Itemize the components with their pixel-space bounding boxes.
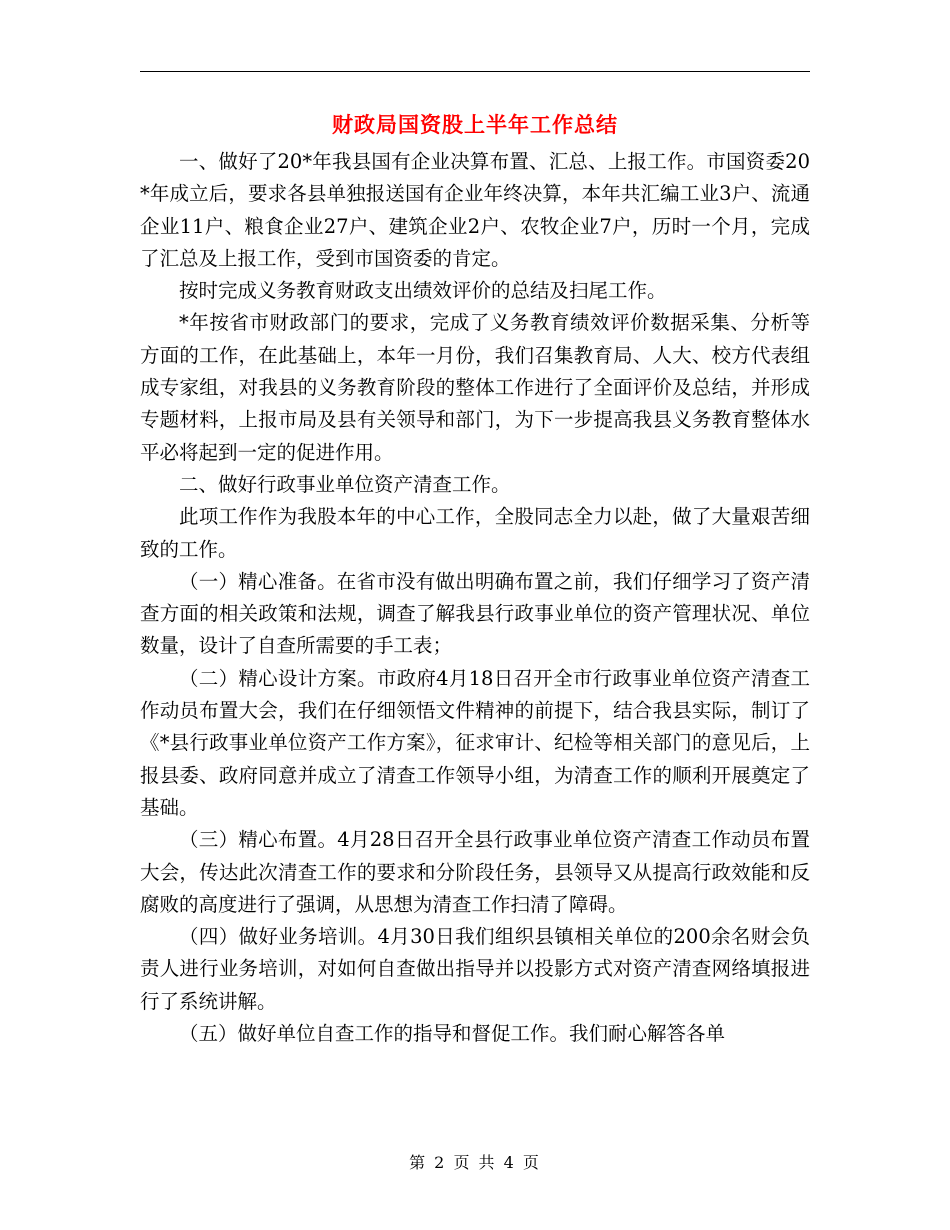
document-title: 财政局国资股上半年工作总结 — [332, 112, 618, 137]
paragraph: 此项工作作为我股本年的中心工作，全股同志全力以赴，做了大量艰苦细致的工作。 — [140, 505, 810, 561]
paragraph: （三）精心布置。4月28日召开全县行政事业单位资产清查工作动员布置大会，传达此次清查工作的要求和分阶段任务，县领导又从提高行政效能和反腐败的高度进行了强调，从思想为清查工作扫清了障碍。 — [140, 828, 810, 916]
paragraph: 二、做好行政事业单位资产清查工作。 — [179, 472, 511, 496]
page-number-footer: 第 2 页 共 4 页 — [409, 1153, 541, 1172]
paragraph: 按时完成义务教育财政支出绩效评价的总结及扫尾工作。 — [179, 279, 667, 303]
paragraph: （一）精心准备。在省市没有做出明确布置之前，我们仔细学习了资产清查方面的相关政策和法规，调查了解我县行政事业单位的资产管理状况、单位数量，设计了自查所需要的手工表； — [140, 569, 810, 658]
header-rule — [140, 71, 810, 72]
paragraph: （四）做好业务培训。4月30日我们组织县镇相关单位的200余名财会负责人进行业务培训，对如何自查做出指导并以投影方式对资产清查网络填报进行了系统讲解。 — [140, 925, 810, 1013]
paragraph: （二）精心设计方案。市政府4月18日召开全市行政事业单位资产清查工作动员布置大会，我们在仔细领悟文件精神的前提下，结合我县实际，制订了《*县行政事业单位资产工作方案》，征求审计、纪检等相关部门的意见后，上报县委、政府同意并成立了清查工作领导小组，为清查工作的顺利开展奠定了基础。 — [140, 666, 810, 819]
paragraph: 一、做好了20*年我县国有企业决算布置、汇总、上报工作。市国资委20*年成立后，要求各县单独报送国有企业年终决算，本年共汇编工业3户、流通企业11户、粮食企业27户、建筑企业2户、农牧企业7户，历时一个月，完成了汇总及上报工作，受到市国资委的肯定。 — [140, 150, 810, 270]
paragraph: *年按省市财政部门的要求，完成了义务教育绩效评价数据采集、分析等方面的工作，在此基础上，本年一月份，我们召集教育局、人大、校方代表组成专家组，对我县的义务教育阶段的整体工作进行了全面评价及总结，并形成专题材料，上报市局及县有关领导和部门，为下一步提高我县义务教育整体水平必将起到一定的促进作用。 — [140, 311, 810, 464]
paragraph: （五）做好单位自查工作的指导和督促工作。我们耐心解答各单 — [179, 1022, 726, 1046]
document-body — [140, 146, 810, 1050]
